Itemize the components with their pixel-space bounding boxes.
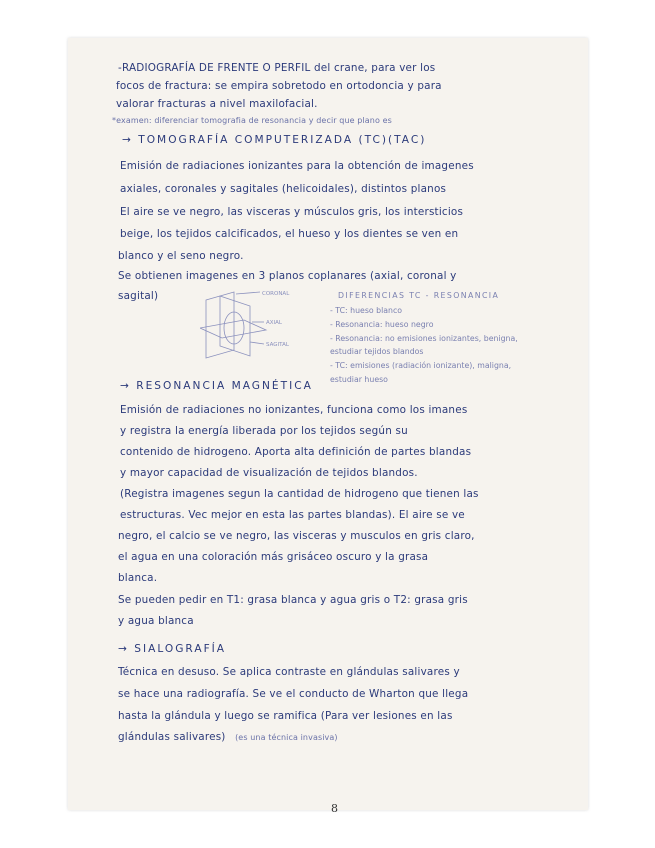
resonancia-heading: → RESONANCIA MAGNÉTICA (120, 380, 313, 392)
intro-line-3: valorar fracturas a nivel maxilofacial. (116, 98, 318, 110)
difference-item: - TC: hueso blanco (330, 306, 403, 315)
difference-item: - Resonancia: hueso negro (330, 320, 434, 329)
sg-line-3: hasta la glándula y luego se ramifica (Para ver lesiones en las (118, 710, 453, 722)
rm-line-5: (Registra imagenes segun la cantidad de hidrogeno que tienen las (120, 488, 479, 500)
page-number: 8 (331, 802, 338, 815)
rm-line-2: y registra la energía liberada por los tejidos según su (120, 425, 408, 437)
tc-line-1: Emisión de radiaciones ionizantes para la obtención de imagenes (120, 160, 474, 172)
difference-item: estudiar hueso (330, 375, 388, 384)
differences-title: DIFERENCIAS TC - RESONANCIA (338, 291, 500, 300)
tc-line-6: Se obtienen imagenes en 3 planos coplanares (axial, coronal y (118, 270, 457, 282)
rm-line-10: Se pueden pedir en T1: grasa blanca y agua gris o T2: grasa gris (118, 594, 468, 606)
rm-line-4: y mayor capacidad de visualización de tejidos blandos. (120, 467, 418, 479)
sg-invasive-note: (es una técnica invasiva) (235, 733, 338, 742)
label-coronal: CORONAL (262, 291, 290, 297)
tc-line-2: axiales, coronales y sagitales (helicoidales), distintos planos (120, 183, 447, 195)
tc-line-4: beige, los tejidos calcificados, el hueso y los dientes se ven en (120, 228, 459, 240)
label-sagital: SAGITAL (266, 342, 289, 348)
difference-item: - TC: emisiones (radiación ionizante), maligna, (330, 361, 512, 370)
label-axial: AXIAL (266, 320, 282, 326)
rm-line-9: blanca. (118, 572, 158, 584)
tc-line-7: sagital) (118, 290, 159, 302)
sagital-plane (220, 296, 250, 356)
planes-diagram (200, 286, 320, 362)
rm-line-7: negro, el calcio se ve negro, las visceras y musculos en gris claro, (118, 530, 475, 542)
rm-line-3: contenido de hidrogeno. Aporta alta definición de partes blandas (120, 446, 472, 458)
exam-note: *examen: diferenciar tomografia de resonancia y decir que plano es (112, 116, 392, 125)
rm-line-11: y agua blanca (118, 615, 194, 627)
sg-line-4 (118, 731, 338, 743)
tomografia-heading: → TOMOGRAFÍA COMPUTERIZADA (TC)(TAC) (122, 134, 427, 146)
sg-last-line: glándulas salivares) (118, 731, 226, 743)
tc-line-3: El aire se ve negro, las visceras y músculos gris, los intersticios (120, 206, 464, 218)
sialografia-heading: → SIALOGRAFÍA (118, 643, 227, 655)
rm-line-6: estructuras. Vec mejor en esta las partes blandas). El aire se ve (120, 509, 465, 521)
sg-line-2: se hace una radiografía. Se ve el conducto de Wharton que llega (118, 688, 469, 700)
rm-line-8: el agua en una coloración más grisáceo oscuro y la grasa (118, 551, 429, 563)
difference-item: - Resonancia: no emisiones ionizantes, benigna, (330, 334, 518, 343)
difference-item: estudiar tejidos blandos (330, 347, 424, 356)
intro-line-2: focos de fractura: se empira sobretodo en ortodoncia y para (116, 80, 442, 92)
sg-line-1: Técnica en desuso. Se aplica contraste en glándulas salivares y (118, 666, 460, 678)
tc-line-5: blanco y el seno negro. (118, 250, 244, 262)
intro-line-1: -RADIOGRAFÍA DE FRENTE O PERFIL del crane, para ver los (118, 62, 436, 74)
rm-line-1: Emisión de radiaciones no ionizantes, funciona como los imanes (120, 404, 468, 416)
axial-plane (200, 320, 266, 338)
